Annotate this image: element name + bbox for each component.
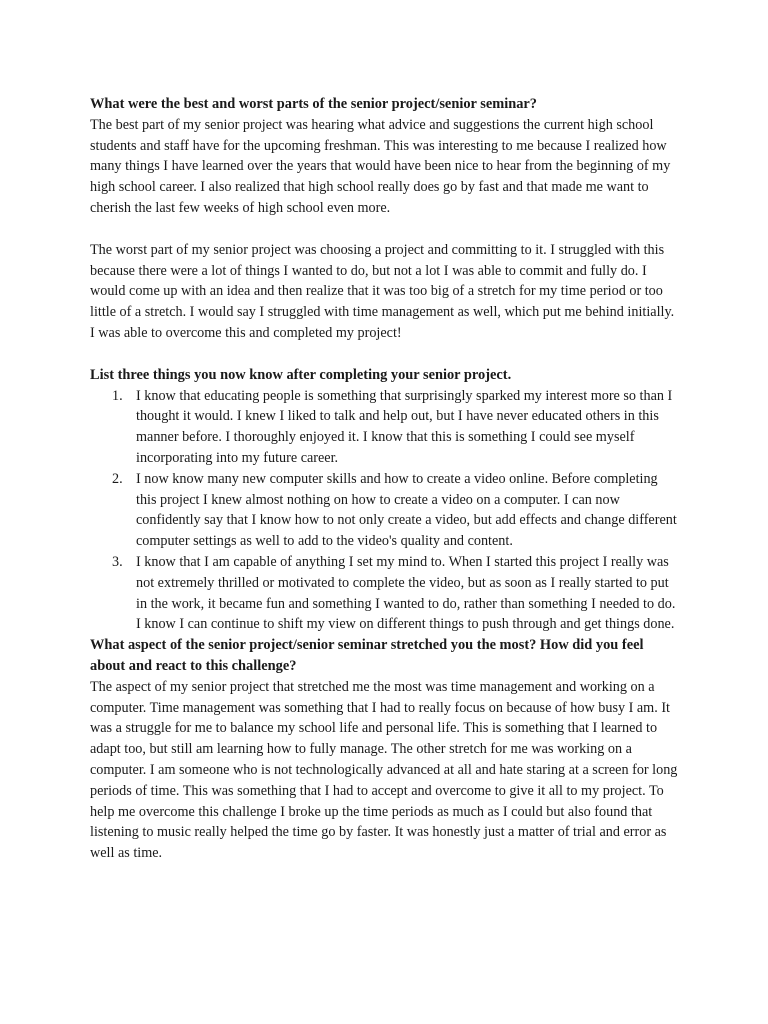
numbered-list [90, 386, 680, 636]
document-page [90, 94, 680, 864]
paragraph-worst-part: The worst part of my senior project was choosing a project and committing to it. I struggled with this because there were a lot of things I wanted to do, but not a lot I was able to commit and fully do. I would come up with an idea and then realize that it was too big of a stretch for my time period or too little of a stretch. I would say I struggled with time management as well, which put me behind initially. I was able to overcome this and completed my project! [90, 241, 675, 341]
list-item [112, 386, 680, 469]
list-item-text: I now know many new computer skills and how to create a video online. Before completing this project I knew almost nothing on how to create a video on a computer. I can now confidently say that I know how to not only create a video, but add effects and change different computer settings as well to add to the video's quality and content. [136, 470, 677, 550]
list-item-number: 3. [112, 553, 123, 570]
section-heading-stretched: What aspect of the senior project/senior seminar stretched you the most? How did you feel about and react to this challenge? [90, 637, 644, 674]
section-heading-best-worst: What were the best and worst parts of the senior project/senior seminar? [90, 96, 537, 112]
paragraph-stretched: The aspect of my senior project that stretched me the most was time management and working on a computer. Time management was something that I had to really focus on because of how busy I am. It was a struggle for me to balance my school life and personal life. This is something that I learned to adapt too, but still am learning how to fully manage. The other stretch for me was working on a computer. I am someone who is not technologically advanced at all and hate staring at a screen for long periods of time. This was something that I had to accept and overcome to give it all to my project. To help me overcome this challenge I broke up the time periods as much as I could but also found that listening to music really helped the time go by faster. It was honestly just a matter of trial and error as well as time. [90, 678, 678, 862]
spacer [90, 219, 680, 240]
list-item [112, 552, 680, 635]
list-item-number: 2. [112, 470, 123, 487]
paragraph-best-part: The best part of my senior project was hearing what advice and suggestions the current high school students and staff have for the upcoming freshman. This was interesting to me because I realized how many things I have learned over the years that would have been nice to hear from the beginning of my high school career. I also realized that high school really does go by fast and that made me want to cherish the last few weeks of high school even more. [90, 116, 671, 216]
list-item-number: 1. [112, 387, 123, 404]
spacer [90, 344, 680, 365]
list-item-text: I know that I am capable of anything I set my mind to. When I started this project I really was not extremely thrilled or motivated to complete the video, but as soon as I really started to put in the work, it became fun and something I wanted to do, rather than something I needed to do. I know I can continue to shift my view on different things to push through and get things done. [136, 553, 676, 633]
list-item [112, 469, 680, 552]
list-item-text: I know that educating people is something that surprisingly sparked my interest more so than I thought it would. I knew I liked to talk and help out, but I have never educated others in this manner before. I thoroughly enjoyed it. I know that this is something I could see myself incorporating into my future career. [136, 387, 673, 466]
section-heading-three-things: List three things you now know after completing your senior project. [90, 366, 512, 383]
